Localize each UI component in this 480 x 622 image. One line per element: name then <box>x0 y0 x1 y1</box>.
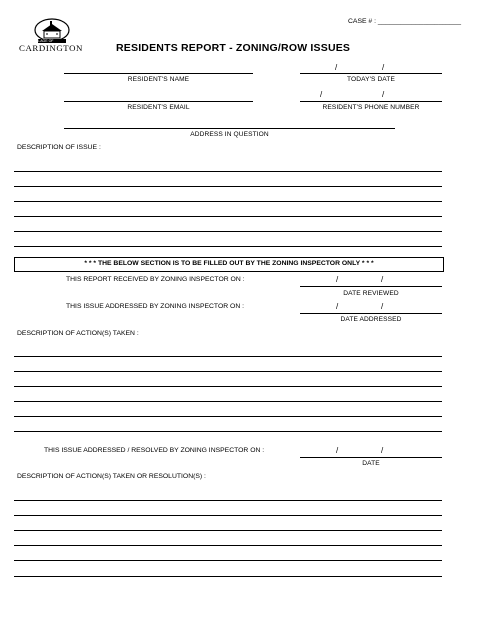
resident-phone-label: RESIDENT'S PHONE NUMBER <box>322 104 420 111</box>
resident-email-label: RESIDENT'S EMAIL <box>127 104 190 111</box>
issue-line[interactable] <box>14 216 442 217</box>
date-addressed-label: DATE ADDRESSED <box>340 316 402 323</box>
resolved-label: THIS ISSUE ADDRESSED / RESOLVED BY ZONING INSPECTOR ON : <box>44 447 265 454</box>
issue-line[interactable] <box>14 186 442 187</box>
addressed-slash-1: / <box>336 302 339 311</box>
logo-village-text: VILLAGE OF <box>33 38 54 43</box>
logo-name: CARDINGTON <box>19 43 83 53</box>
actions-line[interactable] <box>14 371 442 372</box>
todays-date-line[interactable] <box>300 73 442 74</box>
address-label: ADDRESS IN QUESTION <box>190 131 269 138</box>
issue-description-label: DESCRIPTION OF ISSUE : <box>17 144 101 151</box>
actions-line[interactable] <box>14 416 442 417</box>
actions-line[interactable] <box>14 356 442 357</box>
actions-taken-label: DESCRIPTION OF ACTION(S) TAKEN : <box>17 330 139 337</box>
inspector-banner: * * * THE BELOW SECTION IS TO BE FILLED OUT BY THE ZONING INSPECTOR ONLY * * * <box>84 260 374 267</box>
address-line[interactable] <box>64 128 395 129</box>
phone-slash-1: / <box>320 90 323 99</box>
resolved-date-label: DATE <box>362 460 380 467</box>
resolution-line[interactable] <box>14 500 442 501</box>
resolution-line[interactable] <box>14 560 442 561</box>
issue-line[interactable] <box>14 246 442 247</box>
resolution-line[interactable] <box>14 515 442 516</box>
addressed-slash-2: / <box>381 302 384 311</box>
received-slash-1: / <box>336 275 339 284</box>
issue-line[interactable] <box>14 201 442 202</box>
resolution-line[interactable] <box>14 545 442 546</box>
resolution-label: DESCRIPTION OF ACTION(S) TAKEN OR RESOLUTION(S) : <box>17 473 206 480</box>
resident-name-label: RESIDENT'S NAME <box>127 76 190 83</box>
actions-line[interactable] <box>14 431 442 432</box>
date-reviewed-line[interactable] <box>300 286 442 287</box>
case-number-field[interactable]: CASE # : ______________________ <box>348 18 462 25</box>
todays-date-label: TODAY'S DATE <box>347 76 395 83</box>
addressed-label: THIS ISSUE ADDRESSED BY ZONING INSPECTOR ON : <box>66 303 245 310</box>
date-slash-1: / <box>335 63 338 72</box>
phone-slash-2: / <box>382 90 385 99</box>
page-title: RESIDENTS REPORT - ZONING/ROW ISSUES <box>116 42 351 54</box>
resident-phone-line[interactable] <box>300 101 442 102</box>
resolved-slash-2: / <box>381 446 384 455</box>
date-addressed-line[interactable] <box>300 313 442 314</box>
actions-line[interactable] <box>14 386 442 387</box>
resolved-slash-1: / <box>336 446 339 455</box>
resolution-line[interactable] <box>14 576 442 577</box>
resolved-date-line[interactable] <box>300 457 442 458</box>
resolution-line[interactable] <box>14 530 442 531</box>
date-reviewed-label: DATE REVIEWED <box>343 290 399 297</box>
date-slash-2: / <box>382 63 385 72</box>
resident-email-line[interactable] <box>64 101 253 102</box>
actions-line[interactable] <box>14 401 442 402</box>
resident-name-line[interactable] <box>64 73 253 74</box>
received-label: THIS REPORT RECEIVED BY ZONING INSPECTOR ON : <box>66 276 245 283</box>
issue-line[interactable] <box>14 231 442 232</box>
received-slash-2: / <box>381 275 384 284</box>
issue-line[interactable] <box>14 171 442 172</box>
